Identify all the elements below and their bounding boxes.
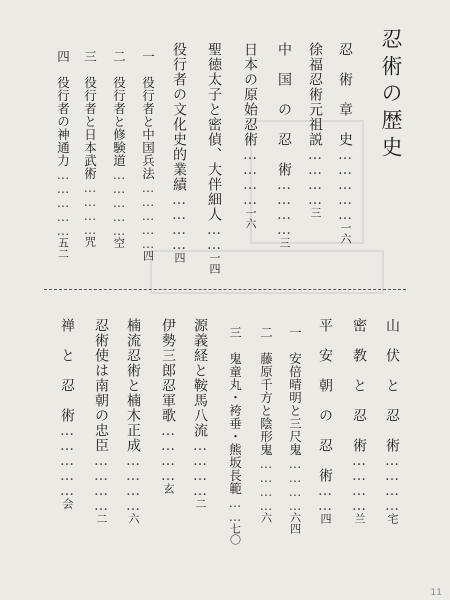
toc-entry-label: 聖徳太子と密偵、大伴細人: [206, 42, 222, 222]
toc-entry-page: 二: [194, 498, 207, 509]
toc-entry-page: 咒: [83, 236, 97, 247]
toc-entry[interactable]: [318, 318, 332, 565]
toc-entry-leader: …………: [171, 192, 187, 252]
toc-entry-leader: …………: [351, 453, 367, 513]
toc-entry[interactable]: [172, 42, 186, 285]
toc-entry[interactable]: [385, 318, 399, 565]
toc-entry-label: 禅 と 忍 術: [59, 318, 75, 423]
toc-entry[interactable]: [94, 318, 108, 565]
toc-entry-leader: ……: [206, 222, 222, 252]
toc-entry-label: 日本の原始忍術: [242, 42, 258, 147]
toc-entry-leader: ……………: [140, 180, 156, 250]
toc-entry[interactable]: [352, 318, 366, 565]
toc-entry-label: 徐福忍術元祖説: [307, 42, 323, 147]
toc-entry-leader: ……………: [337, 147, 353, 222]
toc-entry-leader: …………: [276, 177, 292, 237]
toc-entry-leader: …………: [93, 453, 109, 513]
toc-entry-page: 四: [141, 250, 155, 261]
toc-entry-leader: …………: [160, 423, 176, 483]
toc-entry-page: 兰: [353, 513, 366, 524]
toc-entry-label: 平 安 朝 の 忍 術: [317, 318, 333, 483]
toc-entry-label: 中 国 の 忍 術: [276, 42, 292, 177]
toc-entry-leader: ……: [227, 495, 243, 523]
toc-entry-leader: …………: [307, 147, 323, 207]
toc-entry-leader: …………: [242, 147, 258, 207]
toc-entry-leader: ……………: [59, 423, 75, 498]
toc-entry-label: 四 役行者の神通力: [55, 50, 71, 167]
toc-entry-label: 密 教 と 忍 術: [351, 318, 367, 453]
toc-entry[interactable]: [228, 326, 241, 565]
toc-entry-page: 一四: [208, 252, 221, 274]
toc-entry-page: 三: [309, 207, 322, 218]
toc-entry-page: 七〇: [228, 523, 242, 545]
toc-entry-page: 一六: [339, 222, 352, 244]
toc-entry[interactable]: [161, 318, 175, 565]
toc-entry-label: 忍術使は南朝の忠臣: [93, 318, 109, 453]
toc-entry-page: 六: [259, 512, 273, 523]
toc-entry-page: 六: [127, 513, 140, 524]
toc-entry-label: 一 役行者と中国兵法: [140, 50, 156, 180]
section-divider: [44, 289, 406, 290]
toc-entry[interactable]: [277, 42, 291, 285]
toc-entry-leader: …………: [82, 180, 98, 236]
toc-entry[interactable]: [288, 326, 301, 565]
toc-entry-label: 三 鬼童丸・袴垂・熊坂長範: [227, 326, 243, 495]
toc-entry[interactable]: [60, 318, 74, 565]
toc-entry-page: 空: [112, 237, 126, 248]
toc-entry-leader: …………: [125, 453, 141, 513]
toc-entry-page: 四: [319, 513, 332, 524]
toc-entry-leader: …………: [287, 456, 303, 512]
toc-entry-label: 二 役行者と修験道: [111, 50, 127, 167]
toc-entry[interactable]: [243, 42, 257, 285]
toc-entry[interactable]: [126, 318, 140, 565]
toc-entry-page: 三: [278, 237, 291, 248]
toc-entry-leader: …………: [384, 453, 400, 513]
toc-entry-page: 五二: [56, 237, 70, 259]
toc-entry[interactable]: [56, 50, 69, 285]
toc-entry[interactable]: [259, 326, 272, 565]
toc-entry-label: 二 藤原千方と陰形鬼: [258, 326, 274, 456]
toc-entry-label: 楠流忍術と楠木正成: [125, 318, 141, 453]
toc-entry[interactable]: [308, 42, 322, 285]
toc-entry-label: 三 役行者と日本武術: [82, 50, 98, 180]
toc-entry-page: 宅: [386, 513, 399, 524]
toc-entry-page: 会: [61, 498, 74, 509]
toc-entry-leader: ……: [317, 483, 333, 513]
toc-entry-leader: …………: [192, 438, 208, 498]
toc-entry-page: 六四: [288, 512, 302, 534]
toc-entry-label: 源義経と鞍馬八流: [192, 318, 208, 438]
toc-entry-leader: ……………: [111, 167, 127, 237]
toc-entry-leader: ……………: [55, 167, 71, 237]
toc-title: 忍術の歴史: [379, 28, 403, 163]
toc-entry-page: 二: [95, 513, 108, 524]
toc-entry-leader: …………: [258, 456, 274, 512]
toc-entry-label: 忍 術 章 史: [337, 42, 353, 147]
toc-entry[interactable]: [83, 50, 96, 285]
toc-entry-label: 山 伏 と 忍 術: [384, 318, 400, 453]
toc-entry[interactable]: [338, 42, 352, 285]
toc-entry-page: 玄: [162, 483, 175, 494]
toc-entry[interactable]: [207, 42, 221, 285]
toc-entry-label: 伊勢三郎忍軍歌: [160, 318, 176, 423]
toc-entry-page: 四: [173, 252, 186, 263]
toc-entry[interactable]: [193, 318, 207, 565]
toc-entry[interactable]: [112, 50, 125, 285]
toc-entry-label: 一 安倍晴明と三尺鬼: [287, 326, 303, 456]
page-corner-number: 11: [430, 588, 442, 598]
toc-entry-label: 役行者の文化史的業績: [171, 42, 187, 192]
toc-entry[interactable]: [141, 50, 154, 285]
toc-entry-page: 一六: [244, 207, 257, 229]
